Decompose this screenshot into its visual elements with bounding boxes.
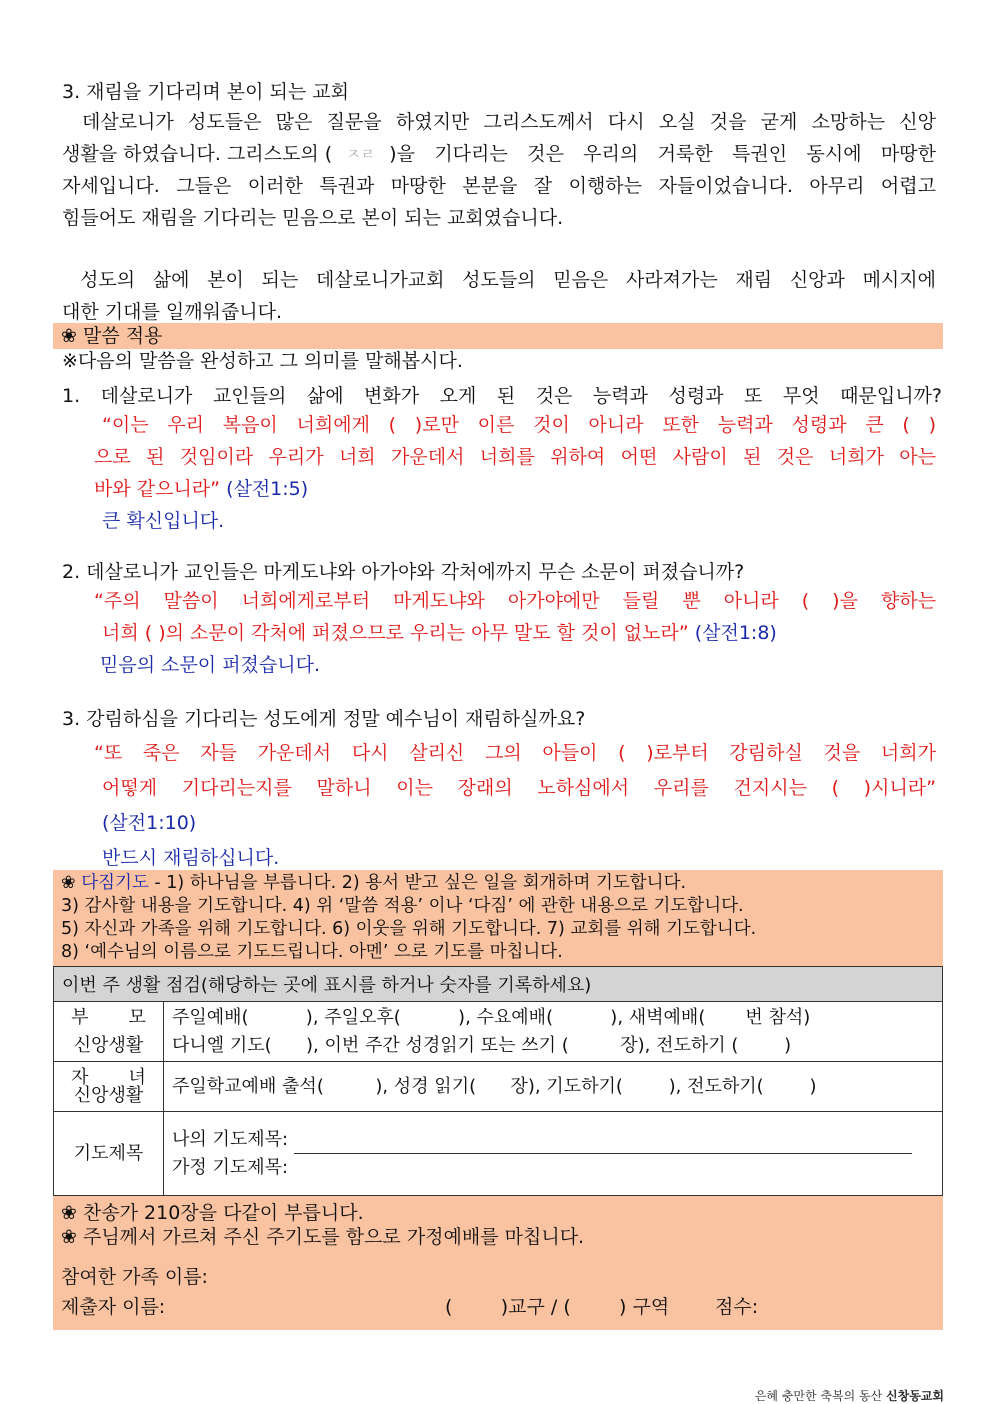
footer — [755, 1387, 944, 1404]
row-label-parents — [54, 1002, 164, 1062]
answer: 믿음의 소문이 퍼졌습니다. — [100, 654, 321, 676]
row-content-prayer[interactable] — [164, 1112, 943, 1196]
checklist-header-row — [54, 967, 943, 1002]
row-content-children[interactable] — [164, 1062, 943, 1112]
verse-1 — [94, 409, 936, 537]
row-label-bottom: 신앙생활 — [73, 1084, 144, 1106]
row-label-bottom: 신앙생활 — [73, 1034, 144, 1056]
row-label-top: 부 모 — [71, 1006, 146, 1028]
verse-line: 너희 ( )의 소문이 각처에 퍼졌으므로 우리는 아무 말도 할 것이 없노라” — [102, 622, 689, 644]
row-content-parents[interactable] — [164, 1002, 943, 1062]
score-label[interactable]: 점수: — [715, 1296, 759, 1318]
question-2 — [62, 556, 744, 588]
answer: 반드시 재림하십니다. — [102, 847, 280, 869]
my-prayer-label: 나의 기도제목: — [172, 1128, 289, 1150]
paragraph-line: 데살로니가 성도들은 많은 질문을 하였지만 그리스도께서 다시 오실 것을 굳게 소망하는 신앙 — [82, 111, 936, 133]
closing-paragraph — [62, 264, 936, 328]
church-name: 신창동교회 — [886, 1389, 944, 1403]
row-label-children — [54, 1062, 164, 1112]
footer-text: 은혜 충만한 축복의 동산 — [754, 1389, 883, 1403]
hymn-line: ❀ 찬송가 210장을 다같이 부릅니다. — [61, 1202, 364, 1224]
verse-line-last — [94, 617, 936, 649]
checklist-line[interactable]: 주일예배( ), 주일오후( ), 수요예배( ), 새벽예배( 번 참석) — [172, 1006, 811, 1028]
hint-text: ㅈㄹ — [346, 145, 376, 163]
checklist-header: 이번 주 생활 점검(해당하는 곳에 표시를 하거나 숫자를 기록하세요) — [54, 967, 943, 1002]
prayer-band — [53, 870, 943, 966]
lords-prayer-line: ❀ 주님께서 가르쳐 주신 주기도를 함으로 가정예배를 마칩니다. — [61, 1226, 585, 1248]
prayer-text: - 1) 하나님을 부릅니다. 2) 용서 받고 싶은 일을 회개하며 기도합니다. — [148, 873, 687, 893]
checklist-row-children — [54, 1062, 943, 1112]
district-label[interactable]: ( )교구 / ( ) 구역 — [445, 1296, 670, 1318]
paragraph-line-start: 생활을 하였습니다. 그리스도의 ( — [62, 143, 333, 165]
question-3 — [62, 703, 585, 735]
question-text: 1. 데살로니가 교인들의 삶에 변화가 오게 된 것은 능력과 성령과 또 무엇 때문입니까? — [62, 385, 942, 407]
my-prayer-field[interactable] — [294, 1131, 912, 1154]
paragraph-line: 자세입니다. 그들은 이러한 특권과 마땅한 본분을 잘 이행하는 자들이었습니다. 아무리 어렵고 — [62, 175, 936, 197]
verse-line-last — [94, 473, 936, 505]
verse-line: 바와 같으니라” — [94, 478, 221, 500]
row-label-prayer — [54, 1112, 164, 1196]
checklist-line[interactable]: 주일학교예배 출석( ), 성경 읽기( 장), 기도하기( ), 전도하기( ) — [172, 1075, 817, 1097]
submitter-label[interactable]: 제출자 이름: — [61, 1296, 166, 1318]
prayer-label: 다짐기도 — [81, 873, 149, 893]
prayer-line: 8) ‘예수님의 이름으로 기도드립니다. 아멘’ 으로 기도를 마칩니다. — [61, 942, 563, 962]
question-text: 2. 데살로니가 교인들은 마게도냐와 아가야와 각처에까지 무슨 소문이 퍼졌습니까? — [62, 561, 745, 583]
paragraph-line: 힘들어도 재림을 기다리는 믿음으로 본이 되는 교회였습니다. — [62, 207, 564, 229]
checklist-row-parents — [54, 1002, 943, 1062]
family-prayer-line[interactable]: 가정 기도제목: — [172, 1156, 289, 1178]
verse-line: 어떻게 기다리는지를 말하니 이는 장래의 노하심에서 우리를 건지시는 ( )시니라” — [102, 777, 936, 799]
verse-reference: (살전1:5) — [226, 478, 309, 500]
section-title: 3. 재림을 기다리며 본이 되는 교회 — [62, 81, 349, 103]
verse-reference: (살전1:10) — [102, 812, 197, 834]
checklist-row-prayer — [54, 1112, 943, 1196]
section-paragraph — [62, 106, 936, 234]
prayer-title-line[interactable] — [172, 1126, 942, 1154]
row-label-top: 기도제목 — [73, 1142, 144, 1164]
application-header: ❀ 말씀 적용 — [61, 325, 163, 347]
family-names-label[interactable]: 참여한 가족 이름: — [61, 1266, 208, 1288]
prayer-line — [53, 870, 943, 895]
weekly-checklist-table — [53, 966, 943, 1196]
verse-line: 으로 된 것임이라 우리가 너희 가운데서 너희를 위하여 어떤 사람이 된 것은 너희가 아는 — [94, 446, 936, 468]
paragraph-line-end: )을 기다리는 것은 우리의 거룩한 특권인 동시에 마땅한 — [389, 143, 936, 165]
question-1 — [62, 380, 942, 412]
verse-2 — [94, 585, 936, 681]
row-label-top: 자 녀 — [71, 1066, 146, 1088]
verse-line: “이는 우리 복음이 너희에게 ( )로만 이른 것이 아니라 또한 능력과 성령과 큰 ( ) — [102, 414, 936, 436]
prayer-line: 5) 자신과 가족을 위해 기도합니다. 6) 이웃을 위해 기도합니다. 7) 교회를 위해 기도합니다. — [61, 919, 757, 939]
answer: 큰 확신입니다. — [102, 510, 225, 532]
application-instruction: ※다음의 말씀을 완성하고 그 의미를 말해봅시다. — [62, 350, 463, 372]
verse-line: “주의 말씀이 너희에게로부터 마게도냐와 아가야에만 들릴 뿐 아니라 ( )을 향하는 — [94, 590, 936, 612]
paragraph-line — [62, 138, 936, 170]
verse-reference: (살전1:8) — [694, 622, 777, 644]
prayer-line: 3) 감사할 내용을 기도합니다. 4) 위 ‘말씀 적용’ 이나 ‘다짐’ 에 관한 내용으로 기도합니다. — [61, 896, 744, 916]
verse-line: “또 죽은 자들 가운데서 다시 살리신 그의 아들이 ( )로부터 강림하실 것을 너희가 — [94, 742, 936, 764]
checklist-line[interactable]: 다니엘 기도( ), 이번 주간 성경읽기 또는 쓰기 ( 장), 전도하기 ( ) — [172, 1034, 792, 1056]
paragraph-line: 성도의 삶에 본이 되는 데살로니가교회 성도들의 믿음은 사라져가는 재림 신앙과 메시지에 — [80, 269, 936, 291]
paragraph-line: 대한 기대를 일깨워줍니다. — [62, 301, 283, 323]
verse-3 — [94, 736, 936, 876]
closing-band — [53, 1196, 943, 1330]
question-text: 3. 강림하심을 기다리는 성도에게 정말 예수님이 재림하실까요? — [62, 708, 586, 730]
prayer-bullet: ❀ — [61, 873, 82, 893]
